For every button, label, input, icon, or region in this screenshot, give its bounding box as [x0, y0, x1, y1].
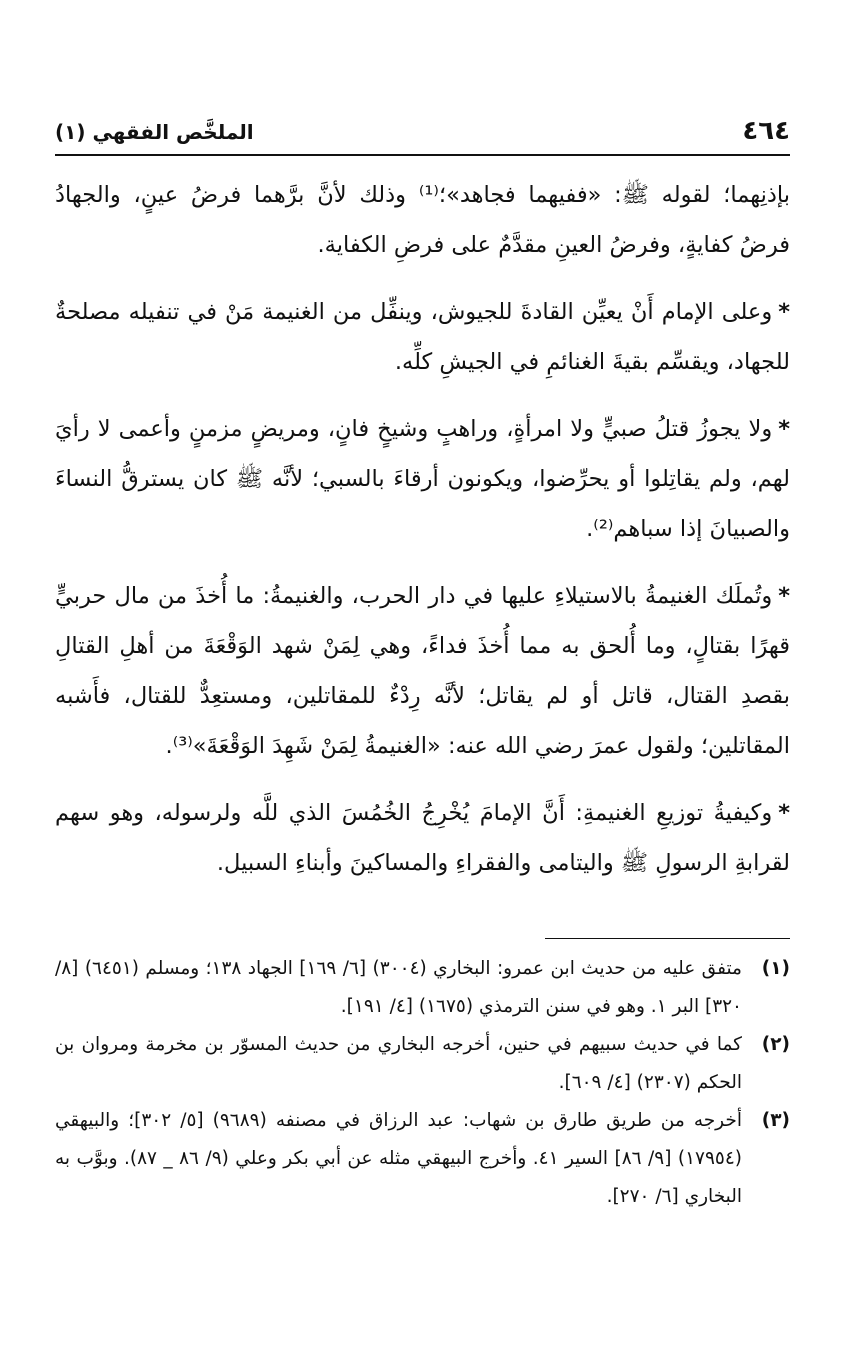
paragraph-text: وعلى الإمام أَنْ يعيِّن القادةَ للجيوش، وينفِّل من الغنيمة مَنْ في تنفيله مصلحةٌ للجهاد، ويقسِّم بقيةَ الغنائمِ في الجيشِ كلِّه.	[55, 299, 790, 375]
asterisk-marker: *	[778, 299, 790, 325]
paragraph	[55, 788, 790, 888]
footnote-number: (١)	[761, 958, 790, 979]
footnote	[55, 1026, 790, 1102]
paragraph-text: وتُملَك الغنيمةُ بالاستيلاءِ عليها في دار الحرب، والغنيمةُ: ما أُخذَ من مال حربيٍّ قهرًا بقتالٍ، وما أُلحق به مما أُخذَ فداءً، وهي لِمَنْ شهد الوَقْعَةَ من أهلِ القتالِ بقصدِ القتال، قاتل أو لم يقاتل؛ لأنَّه رِدْءٌ للمقاتلين، ومستعِدٌّ للقتال، فأَشبه المقاتلين؛ ولقول عمرَ رضي الله عنه: «الغنيمةُ لِمَنْ شَهِدَ الوَقْعَةَ»⁽³⁾.	[55, 583, 790, 759]
footnote-text: متفق عليه من حديث ابن عمرو: البخاري (٣٠٠٤) [٦/ ١٦٩] الجهاد ١٣٨؛ ومسلم (٦٤٥١) [٨/ ٣٢٠] البر ١. وهو في سنن الترمذي (١٦٧٥) [٤/ ١٩١].	[55, 958, 742, 1017]
paragraph	[55, 404, 790, 554]
footnote-text: أخرجه من طريق طارق بن شهاب: عبد الرزاق في مصنفه (٩٦٨٩) [٥/ ٣٠٢]؛ والبيهقي (١٧٩٥٤) [٩/ ٨٦] السير ٤١. وأخرج البيهقي مثله عن أبي بكر وعلي (٩/ ٨٦ _ ٨٧). وبوَّب به البخاري [٦/ ٢٧٠].	[55, 1110, 742, 1207]
book-title: الملخَّص الفقهي (١)	[55, 120, 254, 144]
paragraph	[55, 170, 790, 270]
paragraph	[55, 287, 790, 387]
paragraph-text: ولا يجوزُ قتلُ صبيٍّ ولا امرأةٍ، وراهبٍ وشيخٍ فانٍ، ومريضٍ مزمنٍ وأعمى لا رأيَ لهم، ولم يقاتِلوا أو يحرِّضوا، ويكونون أرقاءَ بالسبي؛ لأنَّه ﷺ كان يسترقُّ النساءَ والصبيانَ إذا سباهم⁽²⁾.	[55, 416, 790, 542]
paragraph	[55, 571, 790, 771]
paragraph-text: وكيفيةُ توزيعِ الغنيمةِ: أَنَّ الإمامَ يُخْرِجُ الخُمُسَ الذي للَّه ولرسوله، وهو سهم لقرابةِ الرسولِ ﷺ واليتامى والفقراءِ والمساكينَ وأبناءِ السبيل.	[55, 800, 790, 876]
asterisk-marker: *	[778, 583, 790, 609]
footnote-text: كما في حديث سبيهم في حنين، أخرجه البخاري من حديث المسوّر بن مخرمة ومروان بن الحكم (٢٣٠٧) [٤/ ٦٠٩].	[55, 1034, 742, 1093]
footnote-number: (٢)	[761, 1034, 790, 1055]
footnote-divider	[545, 938, 790, 939]
main-text	[55, 170, 790, 888]
asterisk-marker: *	[778, 416, 790, 442]
asterisk-marker: *	[778, 800, 790, 826]
footnote	[55, 950, 790, 1026]
paragraph-text: بإذنِهما؛ لقوله ﷺ: «ففيهما فجاهد»؛⁽¹⁾ وذلك لأنَّ برَّهما فرضُ عينٍ، والجهادُ فرضُ كفايةٍ، وفرضُ العينِ مقدَّمٌ على فرضِ الكفاية.	[55, 182, 790, 258]
footnote	[55, 1102, 790, 1216]
footnote-number: (٣)	[761, 1110, 790, 1131]
footnotes	[55, 950, 790, 1216]
page-header	[55, 110, 790, 156]
page-number: ٤٦٤	[742, 116, 790, 146]
